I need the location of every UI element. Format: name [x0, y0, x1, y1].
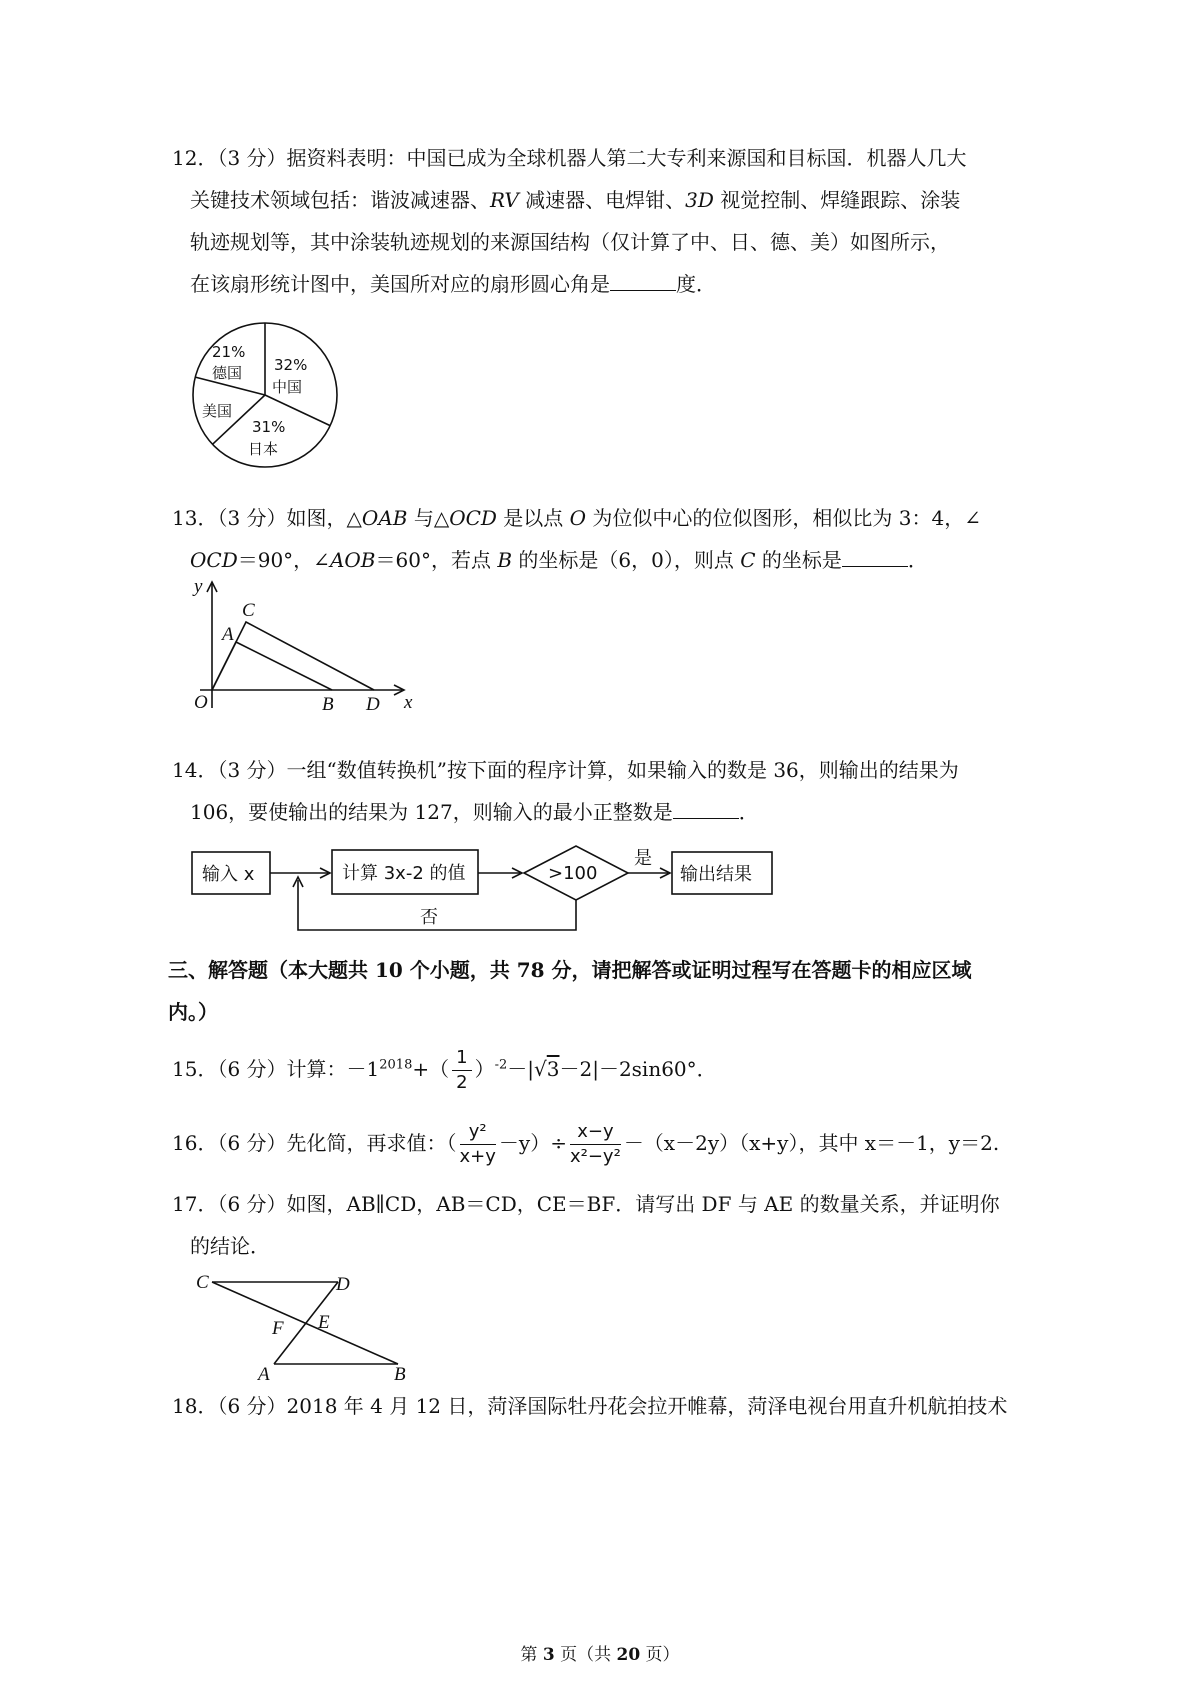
- label-c: C: [196, 1272, 209, 1293]
- answer-blank: [842, 548, 908, 567]
- flow-compute-text: 计算 3x-2 的值: [342, 863, 466, 884]
- label-y: y: [194, 576, 203, 597]
- q12-line3: 轨迹规划等，其中涂装轨迹规划的来源国结构（仅计算了中、日、德、美）如图所示，: [190, 230, 950, 254]
- answer-blank: [673, 800, 739, 819]
- answer-blank: [610, 272, 676, 291]
- q13-line1: 13．（3 分）如图，△OAB 与△OCD 是以点 O 为位似中心的位似图形，相似比为 3：4，∠: [172, 506, 981, 530]
- slice-label-germany-pct: 21%: [212, 343, 246, 361]
- q12-line4: 在该扇形统计图中，美国所对应的扇形圆心角是 度．: [190, 272, 716, 296]
- label-e: E: [318, 1312, 330, 1333]
- q12-line1: 12．（3 分）据资料表明：中国已成为全球机器人第二大专利来源国和目标国．机器人几大: [172, 146, 967, 170]
- sqrt-sign: √: [534, 1057, 547, 1081]
- slice-label-germany: 德国: [212, 364, 243, 382]
- pie-chart: [190, 320, 340, 470]
- flow-condition-text: >100: [548, 863, 598, 884]
- q14-flowchart: [190, 840, 790, 940]
- slice-label-japan-pct: 31%: [252, 418, 286, 436]
- flow-yes-text: 是: [634, 848, 652, 869]
- q18-line1: 18．（6 分）2018 年 4 月 12 日，菏泽国际牡丹花会拉开帷幕，菏泽电视台用直升机航拍技术: [172, 1394, 1008, 1418]
- q15-line: 15．（6 分）计算：$-1^{2018}+$（ $\frac{1}{2}$ ）$^{-2}$－|√3－2|－2sin60°．: [172, 1047, 717, 1093]
- page-footer: 第 3 页（共 20 页）: [520, 1645, 680, 1665]
- label-a: A: [222, 624, 234, 645]
- label-f: F: [272, 1318, 284, 1339]
- flow-output-text: 输出结果: [680, 864, 752, 885]
- fraction-2: $\frac{x-y}{\text{x²−y²}}$: [569, 1121, 621, 1167]
- section3-line2: 内。）: [168, 1000, 218, 1024]
- q17-line2: 的结论．: [190, 1234, 270, 1258]
- label-d: D: [366, 694, 380, 715]
- triangle-ocd: [212, 622, 374, 690]
- slice-label-japan: 日本: [248, 440, 279, 458]
- section3-line1: 三、解答题（本大题共 10 个小题，共 78 分，请把解答或证明过程写在答题卡的相应区域: [168, 958, 972, 982]
- label-b: B: [322, 694, 334, 715]
- slice-label-china-pct: 32%: [274, 356, 308, 374]
- label-b: B: [394, 1364, 406, 1385]
- q13-diagram: [190, 576, 430, 716]
- pie-labels: [202, 343, 307, 458]
- label-c: C: [242, 600, 255, 621]
- fraction-half: $\frac{1}{2}$: [452, 1046, 471, 1095]
- flow-no-text: 否: [420, 907, 438, 928]
- label-o: O: [194, 692, 208, 713]
- slice-label-china: 中国: [272, 378, 303, 396]
- q14-line1: 14．（3 分）一组“数值转换机”按下面的程序计算，如果输入的数是 36，则输出的结果为: [172, 758, 959, 782]
- q17-line1: 17．（6 分）如图，AB∥CD，AB＝CD，CE＝BF．请写出 DF 与 AE 的数量关系，并证明你: [172, 1192, 1000, 1216]
- q14-line2: 106，要使输出的结果为 127，则输入的最小正整数是 ．: [190, 800, 759, 824]
- fraction-1: $\frac{\text{y²}}{x+y}$: [459, 1121, 496, 1167]
- slice-label-usa: 美国: [202, 402, 233, 420]
- flow-input-text: 输入 x: [202, 864, 255, 885]
- q13-line2: OCD＝90°，∠AOB＝60°，若点 B 的坐标是（6，0），则点 C 的坐标是 ．: [190, 548, 928, 572]
- triangle-oab: [212, 642, 332, 690]
- label-a: A: [258, 1364, 270, 1385]
- q16-line: 16．（6 分）先化简，再求值：（ $\frac{\text{y²}}{x+y}$ －y）÷ $\frac{x-y}{\text{x²−y²}}$ －（x－2y）（x+y），其中 x＝－1，y＝2.: [172, 1121, 1000, 1167]
- q12-line2: 关键技术领域包括：谐波减速器、RV 减速器、电焊钳、3D 视觉控制、焊缝跟踪、涂装: [190, 188, 961, 212]
- label-d: D: [336, 1274, 350, 1295]
- label-x: x: [404, 692, 413, 713]
- q17-diagram: [190, 1266, 420, 1386]
